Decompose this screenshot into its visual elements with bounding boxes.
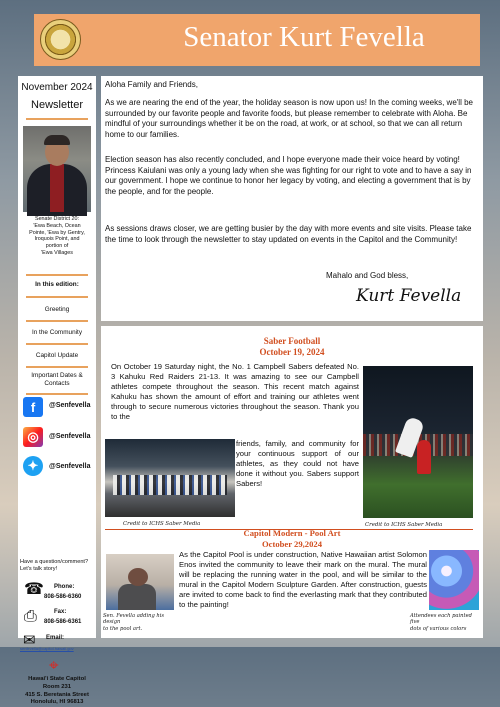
- photo-credit-right: Credit to ICHS Saber Media: [365, 522, 443, 528]
- fax-icon: ⎙: [24, 608, 37, 625]
- saber-football-date: October 19, 2024: [259, 347, 325, 357]
- sidebar: [18, 76, 96, 706]
- signature: Kurt Fevella: [356, 286, 462, 306]
- fax-number[interactable]: 808-586-6361: [44, 619, 82, 625]
- sidebar-divider: [26, 274, 88, 276]
- facebook-icon[interactable]: f: [23, 397, 43, 417]
- email-icon: ✉: [23, 632, 36, 649]
- saber-football-text-continued: friends, family, and community for your continuous support of our athletes, as they could not have done it without you. Sabers support Sabers!: [236, 439, 359, 488]
- letter-paragraph: Election season has also recently concluded, and I hope everyone made their voice heard by voting! Princess Kaiulani was only a young lady when she was fighting for our right to vote and to have a say in our government. I hope we continue to honor her legacy by voting, and electing a government that is by the people, and for the people.: [105, 155, 472, 196]
- sidebar-divider: [26, 296, 88, 298]
- newsletter-month: November 2024: [21, 82, 93, 93]
- pool-art-date: October 29,2024: [262, 539, 322, 549]
- greeting-letter: [101, 76, 483, 321]
- letter-paragraph: As we are nearing the end of the year, the holiday season is now upon us! In the coming weeks, we'll be surrounded by our favorite people and favorite foods, but please remember to celebrate with Aloha. Be mindful of your surroundings whether it be on the road, at work, or at school, so that we can all return home to our families.: [105, 98, 473, 139]
- letter-greeting: Aloha Family and Friends,: [105, 80, 198, 89]
- dots-caption: Attendees each painted five dots of various colors: [410, 613, 472, 632]
- twitter-icon[interactable]: ✦: [23, 456, 43, 476]
- page-title: Senator Kurt Fevella: [183, 21, 425, 53]
- contact-prompt: Have a question/comment? Let's talk story!: [20, 559, 89, 572]
- email-address[interactable]: senfevella@capitol.hawaii.gov: [20, 646, 74, 651]
- artist-photo: [106, 554, 174, 610]
- football-action-photo: [363, 366, 473, 518]
- edition-item-greeting[interactable]: Greeting: [44, 306, 70, 313]
- edition-heading: In this edition:: [35, 281, 79, 288]
- sidebar-divider: [26, 366, 88, 368]
- painted-dots-photo: [429, 550, 479, 610]
- twitter-handle[interactable]: @Senfevella: [49, 463, 91, 470]
- saber-football-title: Saber Football: [263, 336, 321, 346]
- news-section: [101, 326, 483, 638]
- newsletter-label: Newsletter: [31, 99, 83, 111]
- photo-credit-left: Credit to ICHS Saber Media: [123, 521, 201, 527]
- office-address: Hawai'i State Capitol Room 231 415 S. Beretania Street Honolulu, HI 96813: [25, 676, 89, 706]
- edition-item-capitol-update[interactable]: Capitol Update: [35, 352, 79, 359]
- sidebar-divider: [26, 393, 88, 395]
- sidebar-divider: [26, 320, 88, 322]
- state-seal-icon: [40, 19, 81, 60]
- location-pin-icon: ⌖: [49, 656, 59, 675]
- instagram-handle[interactable]: @Senfevella: [49, 433, 91, 440]
- phone-label: Phone:: [54, 584, 75, 590]
- letter-signoff: Mahalo and God bless,: [326, 271, 409, 280]
- phone-icon: ☎: [24, 581, 44, 598]
- senator-portrait: [23, 126, 91, 212]
- artist-caption: Sen. Fevella adding his design to the pool art.: [103, 613, 165, 632]
- pool-art-title: Capitol Modern - Pool Art: [243, 528, 341, 538]
- instagram-icon[interactable]: ◎: [23, 427, 43, 447]
- pool-art-text: As the Capitol Pool is under construction, Native Hawaiian artist Solomon Enos invited the community to leave their mark on the mural. The mural will be replacing the running water in the pool, and will be similar to the mural in the Capitol Modern Sculpture Garden. After construction, guests are invited to come back to find the everlasting mark that they contributed to the painting!: [179, 550, 427, 609]
- facebook-handle[interactable]: @Senfevella: [49, 402, 91, 409]
- email-label: Email:: [46, 635, 65, 641]
- edition-item-community[interactable]: In the Community: [31, 329, 83, 336]
- sidebar-divider: [26, 343, 88, 345]
- newsletter-header: [34, 14, 480, 66]
- team-photo: [105, 439, 235, 517]
- edition-item-dates-contacts[interactable]: Important Dates & Contacts: [31, 372, 83, 387]
- district-description: Senate District 20: 'Ewa Beach, Ocean Pointe, 'Ewa by Gentry, Iroquois Point, and portion of 'Ewa Villages: [29, 216, 85, 256]
- saber-football-text: On October 19 Saturday night, the No. 1 Campbell Sabers defeated No. 3 Kahuku Red Raiders 21-13. It was amazing to see our Campbell athletes compete throughout the season. This recent match against Kahuku has shown the amount of effort and training our athletes went through to secure numerous victories throughout the season. Thank you to the: [111, 362, 359, 421]
- sidebar-divider: [26, 118, 88, 120]
- phone-number[interactable]: 808-586-6360: [44, 594, 82, 600]
- fax-label: Fax:: [54, 609, 67, 615]
- letter-paragraph: As sessions draws closer, we are getting busier by the day with more events and site visits. Please take the time to look through the newsletter to stay updated on events in the Capitol and the Community!: [105, 224, 472, 244]
